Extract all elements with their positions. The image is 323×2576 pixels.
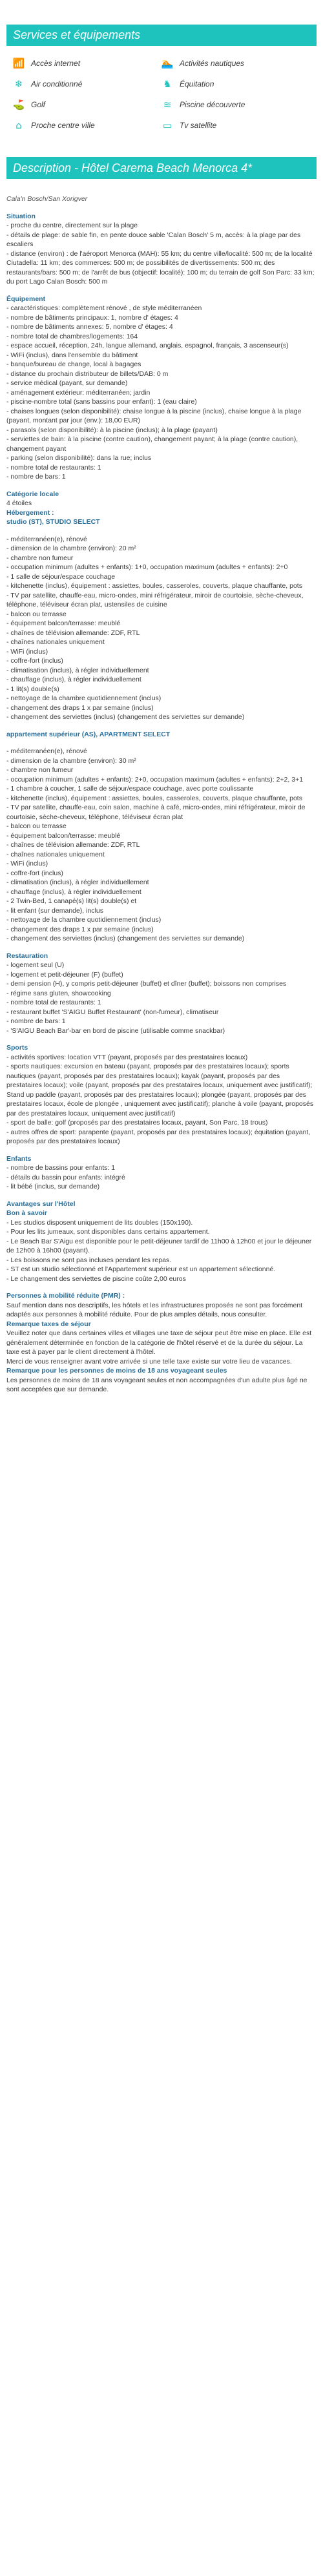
text-line: - Les boissons ne sont pas incluses pendant les repas. [6,1256,172,1264]
text-line: - parasols (selon disponibilité): à la piscine (inclus); à la plage (payant) [6,426,218,434]
section-heading: Situation [6,212,36,220]
text-line: - espace accueil, réception, 24h, langue allemand, anglais, espagnol, français, 3 ascenseur(s) [6,342,289,349]
wifi-icon: 📶 [12,57,25,69]
text-line: - WiFi (inclus) [6,860,48,867]
text-line: - chaînes nationales uniquement [6,850,105,858]
text-line: - Le Beach Bar S'Aigu est disponible pour le petit-déjeuner tardif de 11h00 à 12h00 et jour le déjeuner de 12h00 à 16h00 (payant). [6,1237,314,1254]
text-line: - restaurant buffet 'S'AIGU Buffet Restaurant' (non-fumeur), climatiseur [6,1008,219,1016]
text-line: - dimension de la chambre (environ): 30 m² [6,756,136,765]
facility-item [162,119,310,131]
text-line: - changement des draps 1 x par semaine (inclus) [6,925,154,933]
section-heading: Avantages sur l'Hôtel [6,1200,76,1208]
section-heading: Enfants [6,1154,32,1163]
text-line: - nombre de bars: 1 [6,1017,66,1025]
text-line: - régime sans gluten, showcooking [6,989,111,997]
horse-icon: ♞ [163,78,172,90]
spacer [6,1283,317,1291]
description-heading: Description - Hôtel Carema Beach Menorca 4* [6,157,317,179]
facility-label: Accès internet [31,59,81,68]
text-line: - logement seul (U) [6,961,65,969]
text-line: - TV par satellite, chauffe-eau, micro-ondes, mini réfrigérateur, miroir de courtoisie, sèche-cheveux, téléphone, téléviseur écran plat, ustensiles de cuisine [6,591,306,608]
text-line: - lit bébé (inclus, sur demande) [6,1183,100,1190]
text-line: - piscine-nombre total (sans bassins pour enfant): 1 (eau claire) [6,398,197,406]
text-line: Merci de vous renseigner avant votre arrivée si une telle taxe existe sur votre lieu de vacances. [6,1357,292,1366]
text-line: - climatisation (inclus), à régler individuellement [6,666,149,674]
text-line: - 1 lit(s) double(s) [6,685,59,693]
text-line: - nombre de bâtiments annexes: 5, nombre d' étages: 4 [6,323,173,331]
facility-item [162,78,310,90]
text-line: - chauffage (inclus), à régler individuellement [6,888,141,896]
text-line: - lit enfant (sur demande), inclus [6,906,103,915]
facility-label: Équitation [180,79,214,88]
pool-icon: ≋ [163,99,172,110]
snowflake-icon: ❄ [14,78,23,90]
subsection-heading: Bon à savoir [6,1209,48,1217]
text-line: - chambre non fumeur [6,766,74,774]
text-line: - chaînes de télévision allemande: ZDF, RTL [6,628,140,637]
city-icon: ⌂ [16,119,22,131]
text-line: - serviettes de bain: à la piscine (contre caution), changement payant; à la plage (contre caution), changement payant [6,435,300,453]
text-line: - WiFi (inclus) [6,647,48,656]
text-line: - Le changement des serviettes de piscine coûte 2,00 euros [6,1274,186,1283]
section-heading: Restauration [6,951,48,960]
subsection-heading: Hébergement : [6,508,54,517]
tv-icon: ▭ [162,119,172,131]
text-line: - nettoyage de la chambre quotidiennement (inclus) [6,916,162,924]
facility-label: Activités nautiques [180,59,245,68]
text-line: - équipement balcon/terrasse: meublé [6,619,121,627]
text-line: - distance (environ) : de l'aéroport Menorca (MAH): 55 km; du centre ville/localité: 500 m; de la localité Ciutadella: 11 km; des commerces: 500 m; de possibilités de divertissements: 500 m; des restaurants/bars: 500 m; de l'arrêt de bus (objectif: localité): 100 m; du terrain de golf Son Parc: 33 km; du port Lago Calan Bosch: 500 m [6,249,317,286]
text-line: - balcon ou terrasse [6,610,67,618]
text-line: - chambre non fumeur [6,554,74,562]
subsection-heading: Personnes à mobilité réduite (PMR) : [6,1292,125,1300]
facility-item [13,57,162,69]
text-line: - méditerranéen(e), rénové [6,535,87,543]
facility-label: Tv satellite [180,121,217,130]
golf-icon: ⛳ [12,99,25,110]
text-line: - climatisation (inclus), à régler individuellement [6,878,149,886]
text-line: 4 étoiles [6,499,32,507]
text-line: - aménagement extérieur: méditerranéen; jardin [6,388,151,397]
text-line: - chauffage (inclus), à régler individuellement [6,676,141,683]
text-line: Les personnes de moins de 18 ans voyageant seules et non accompagnées d'un adulte plus âgé ne sont acceptées que sur demande. [6,1376,309,1393]
text-line: - autres offres de sport: parapente (payant, proposés par des prestataires locaux); équitation (payant, proposés par des prestataires locaux) [6,1128,313,1145]
text-line: - nombre total de restaurants: 1 [6,463,101,472]
text-line: - caractéristiques: complètement rénové , de style méditerranéen [6,304,202,312]
text-line: - 1 chambre à coucher, 1 salle de séjour/espace couchage, avec porte coulissante [6,785,254,793]
text-line: - nombre total de chambres/logements: 164 [6,332,138,340]
text-line: - kitchenette (inclus), équipement : assiettes, boules, casseroles, couverts, plaque chauffante, pots [6,582,302,590]
text-line: - chaises longues (selon disponibilité): chaise longue à la piscine (inclus), chaise longue à la plage (payant, montant par jour (env.): 18,00 EUR) [6,407,304,424]
facility-item [13,119,162,131]
facility-label: Golf [31,100,46,109]
description-content [0,179,323,1395]
text-line: - sport de balle: golf (proposés par des prestataires locaux, payant, Son Parc, 18 trous) [6,1119,268,1127]
section-heading: Équipement [6,295,46,303]
text-line: - détails de plage: de sable fin, en pente douce sable 'Calan Bosch' 5 m, accès: à la plage par des escaliers [6,231,303,248]
text-line: - 2 Twin-Bed, 1 canapé(s) lit(s) double(s) et [6,897,137,905]
text-line: - nombre total de restaurants: 1 [6,999,101,1006]
spacer [6,527,317,535]
text-line: - kitchenette (inclus), équipement : assiettes, boules, casseroles, couverts, plaque chauffante, pots [6,794,302,802]
section-heading: Catégorie locale [6,490,59,498]
facility-item [162,57,310,69]
facilities-grid [0,46,323,138]
text-line: - changement des serviettes (inclus) (changement des serviettes sur demande) [6,713,245,721]
text-line: - occupation minimum (adultes + enfants): 1+0, occupation maximum (adultes + enfants): 2+0 [6,563,288,571]
facility-label: Air conditionné [31,79,83,88]
services-heading: Services et équipements [6,25,317,46]
text-line: - sports nautiques: excursion en bateau (payant, proposés par des prestataires locaux); sports nautiques (payant, proposés par des prestataires locaux); kayak (payant, proposés par des prestataires locaux); voile (payant, proposés par des prestataires locaux, uniquement avec justificatif); Stand up paddle (payant, proposés par des prestataires locaux); plongée (payant, proposés par des prestataires locaux, école de plongée , uniquement avec justificatif); planche à voile (payant, proposés par des prestataires locaux, uniquement avec justificatif) [6,1063,316,1117]
text-line: - balcon ou terrasse [6,822,67,830]
text-line: - coffre-fort (inclus) [6,657,63,665]
text-line: - détails du bassin pour enfants: intégré [6,1173,125,1181]
text-line: - Pour les lits jumeaux, sont disponibles dans certains appartement. [6,1228,210,1236]
spacer [6,722,317,730]
facility-label: Piscine découverte [180,100,245,109]
text-line: - ST est un studio sélectionné et l'Appartement supérieur est un appartement sélectionné. [6,1265,276,1273]
text-line: - activités sportives: location VTT (payant, proposés par des prestataires locaux) [6,1053,248,1061]
text-line: - dimension de la chambre (environ): 20 m² [6,545,136,552]
page [0,25,323,1407]
text-line: Sauf mention dans nos descriptifs, les hôtels et les infrastructures proposés ne sont pas forcément adaptés aux personnes à mobilité réduite. Pour de plus amples détails, nous consulter. [6,1301,305,1318]
text-line: - nombre de bassins pour enfants: 1 [6,1164,116,1172]
text-line: - proche du centre, directement sur la plage [6,222,138,229]
text-line: - nettoyage de la chambre quotidiennement (inclus) [6,694,162,702]
text-line: - service médical (payant, sur demande) [6,379,128,387]
text-line: - nombre de bars: 1 [6,473,66,481]
text-line: - chaînes nationales uniquement [6,638,105,646]
text-line: - méditerranéen(e), rénové [6,747,87,755]
text-line: - WiFi (inclus), dans l'ensemble du bâtiment [6,351,138,359]
facility-item [162,99,310,110]
facility-label: Proche centre ville [31,121,95,130]
text-line: - TV par satellite, chauffe-eau, coin salon, machine à café, micro-ondes, mini réfrigérateur, miroir de courtoisie, sèche-cheveux, téléphone, téléviseur écran plat [6,804,307,821]
text-line: - occupation minimum (adultes + enfants): 2+0, occupation maximum (adultes + enfants): 2+2, 3+1 [6,775,304,784]
spacer [6,739,317,747]
water-sports-icon: 🏊 [161,57,174,69]
subsection-heading: Remarque pour les personnes de moins de 18 ans voyageant seules [6,1367,227,1375]
subsection-heading: Remarque taxes de séjour [6,1320,91,1328]
text-line: - 'S'AIGU Beach Bar'-bar en bord de piscine (utilisable comme snackbar) [6,1026,225,1035]
text-line: - logement et petit-déjeuner (F) (buffet) [6,970,123,979]
text-line: - équipement balcon/terrasse: meublé [6,831,121,840]
facility-item [13,99,162,110]
text-line: - 1 salle de séjour/espace couchage [6,572,116,581]
text-line: - distance du prochain distributeur de billets/DAB: 0 m [6,369,169,378]
text-line: - nombre de bâtiments principaux: 1, nombre d' étages: 4 [6,313,178,322]
text-line: - chaînes de télévision allemande: ZDF, RTL [6,841,140,849]
subsection-heading: appartement supérieur (AS), APARTMENT SELECT [6,730,171,738]
text-line: - demi pension (H), y compris petit-déjeuner (buffet) et dîner (buffet); boissons non comprises [6,980,287,988]
text-line: Veuillez noter que dans certaines villes et villages une taxe de séjour peut être mise en place. Elle est généralement déterminée en fonction de la catégorie de l'hôtel réservé et de la durée du séjour. La taxe est à payer par le client directement à l'hôtel. [6,1329,314,1356]
text-line: - changement des serviettes (inclus) (changement des serviettes sur demande) [6,935,245,942]
text-line: - banque/bureau de change, local à bagages [6,360,141,368]
text-line: - parking (selon disponibilité): dans la rue; inclus [6,454,152,462]
section-heading: Sports [6,1044,28,1052]
text-line: - coffre-fort (inclus) [6,869,63,877]
facility-item [13,78,162,90]
text-line: - changement des draps 1 x par semaine (inclus) [6,703,154,712]
location-line: Cala'n Bosch/San Xorigver [6,195,88,203]
text-line: - Les studios disposent uniquement de lits doubles (150x190). [6,1218,193,1227]
subsection-heading: studio (ST), STUDIO SELECT [6,518,100,526]
